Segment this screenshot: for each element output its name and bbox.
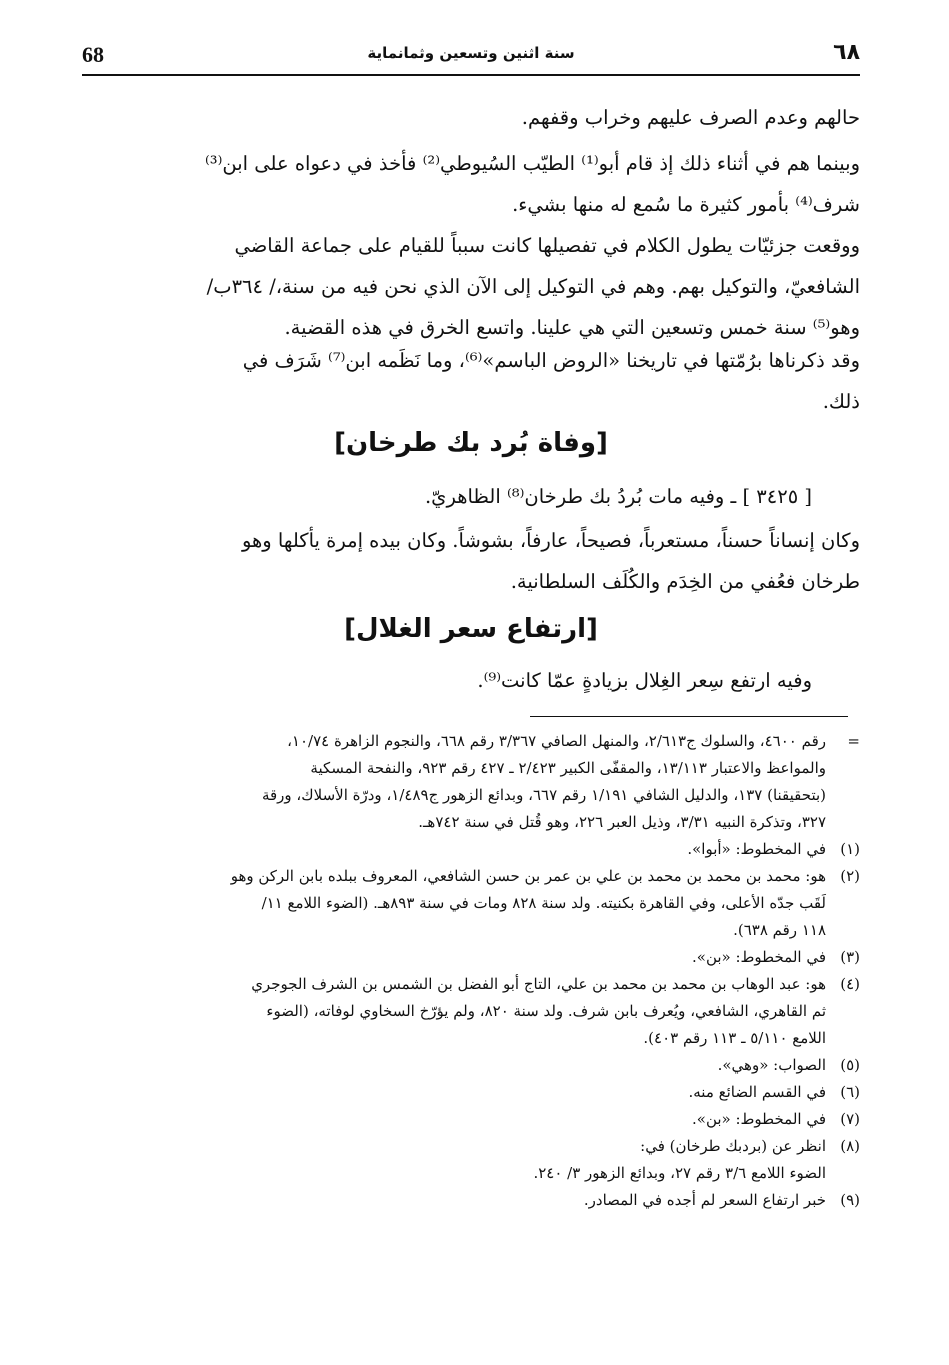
paragraph-text: حالهم وعدم الصرف عليهم وخراب وقفهم. [521,106,860,129]
paragraph-line: وقد ذكرناها برُمّتها في تاريخنا «الروض الباسم»⁽⁶⁾، وما نَظَمه ابن⁽⁷⁾ شَرَف في [242,349,860,372]
footnote-line: هو: محمد بن محمد بن محمد بن علي بن عمر بن حسن الشافعي، المعروف ببلده بابن الركن وهو [230,867,826,885]
footnote-line: انظر عن (بردبك طرخان) في: [640,1137,826,1155]
paragraph-line: شرف⁽⁴⁾ بأمور كثيرة ما سُمع له منها بشيء. [512,193,860,216]
paragraph-2 [82,143,860,225]
footnote-number: (١) [840,840,860,858]
footnote-line: ١١٨ رقم ٦٣٨). [733,921,826,939]
paragraph-line: ذلك. [822,390,860,413]
footnote-separator [530,716,848,717]
entry-3425 [82,476,860,517]
entry-number: [ ٣٤٢٥ ] [742,485,812,508]
paragraph-4 [82,340,860,422]
footnote-6 [82,1079,860,1106]
footnote-line: اللامع ٥/١١٠ ـ ١١٣ رقم ٤٠٣). [643,1029,826,1047]
footnote-2 [82,863,860,944]
paragraph-line: الشافعيّ، والتوكيل بهم. وهم في التوكيل إلى الآن الذي نحن فيه من سنة،/ ٣٦٤ب/ [206,275,860,298]
footnote-number: (٧) [840,1110,860,1128]
footnote-9 [82,1187,860,1214]
page-number-arabic: ٦٨ [833,40,860,65]
paragraph-6 [82,660,860,701]
footnote-number: (٣) [840,948,860,966]
paragraph-1 [82,97,860,138]
paragraph-line: وبينما هم في أثناء ذلك إذ قام أبو⁽¹⁾ الطيّب السُيوطي⁽²⁾ فأخذ في دعواه على ابن⁽³⁾ [204,152,860,175]
footnote-line: هو: عبد الوهاب بن محمد بن محمد بن علي، التاج أبو الفضل بن الشمس بن الشرف الجوجري [251,975,826,993]
header-rule [82,74,860,76]
entry-line [82,476,860,517]
footnote-line: والمواعظ والاعتبار ١٣/١١٣، والمقفّى الكبير ٢/٤٢٣ ـ ٤٢٧ رقم ٩٢٣، والنفحة المسكية [310,759,826,777]
section-heading-grain-prices: [ارتفاع سعر الغلال] [344,614,598,644]
footnote-line: في المخطوط: «بن». [692,948,826,966]
footnote-line: في القسم الضائع منه. [688,1083,826,1101]
footnote-line: الصواب: «وهي». [717,1056,826,1074]
footnote-line: (بتحقيقنا) ١٣٧، والدليل الشافي ١/١٩١ رقم ٦٦٧، وبدائع الزهور ج١/٤٨٩، ودرّة الأسلاك، ورقة [261,786,826,804]
footnote-line: خبر ارتفاع السعر لم أجده في المصادر. [583,1191,826,1209]
footnote-number: (٦) [840,1083,860,1101]
paragraph-5 [82,520,860,602]
page-header [82,38,860,72]
paragraph-text: وفيه ارتفع سِعر الغِلال بزيادةٍ عمّا كانت⁽⁹⁾. [477,669,812,692]
footnote-1 [82,836,860,863]
paragraph-line: وكان إنساناً حسناً، مستعرباً، فصيحاً، عارفاً، بشوشاً. وكان بيده إمرة يأكلها وهو [241,529,860,552]
footnote-number: (٤) [840,975,860,993]
paragraph-line: طرخان فعُفي من الخِدَم والكُلَف السلطانية. [510,570,860,593]
footnotes [82,728,860,1214]
footnote-line: الضوء اللامع ٣/٦ رقم ٢٧، وبدائع الزهور ٣/ ٢٤٠. [533,1164,826,1182]
footnote-number: (٩) [840,1191,860,1209]
footnote-continuation [82,728,860,836]
footnote-3 [82,944,860,971]
footnote-number: (٨) [840,1137,860,1155]
footnote-line: في المخطوط: «بن». [692,1110,826,1128]
footnote-4 [82,971,860,1052]
page-number-latin: 68 [82,42,104,67]
paragraph-line: وهو⁽⁵⁾ سنة خمس وتسعين التي هي علينا. واتسع الخرق في هذه القضية. [284,316,860,339]
entry-text: ـ وفيه مات بُردُ بك طرخان⁽⁸⁾ الظاهريّ. [424,485,737,508]
footnote-number: (٢) [840,867,860,885]
footnote-5 [82,1052,860,1079]
footnote-line: ثم القاهري، الشافعي، ويُعرف بابن شرف. ولد سنة ٨٢٠، ولم يؤرّخ السخاوي لوفاته، (الضوء [266,1002,826,1020]
section-heading-death-burdbak: [وفاة بُرد بك طرخان] [334,428,608,458]
paragraph-line: ووقعت جزئيّات يطول الكلام في تفصيلها كانت سبباً للقيام على جماعة القاضي [234,234,860,257]
footnote-line: رقم ٤٦٠٠، والسلوك ج٢/٦١٣، والمنهل الصافي ٣/٣٦٧ رقم ٦٦٨، والنجوم الزاهرة ١٠/٧٤، [287,732,826,750]
footnote-line: لَقَب جدّه الأعلى، وفي القاهرة بكنيته. ولد سنة ٨٢٨ ومات في سنة ٨٩٣هـ. (الضوء اللامع ١١/ [261,894,826,912]
footnote-8 [82,1133,860,1187]
continuation-mark: = [847,732,860,750]
footnote-line: ٣٢٧، وتذكرة النبيه ٣/٣١، وذيل العبر ٢٢٦، وهو قُتل في سنة ٧٤٢هـ. [418,813,826,831]
footnote-7 [82,1106,860,1133]
running-title: سنة اثنين وتسعين وثمانماية [367,44,575,62]
footnote-number: (٥) [840,1056,860,1074]
paragraph-3 [82,225,860,348]
footnote-line: في المخطوط: «أبوا». [687,840,826,858]
